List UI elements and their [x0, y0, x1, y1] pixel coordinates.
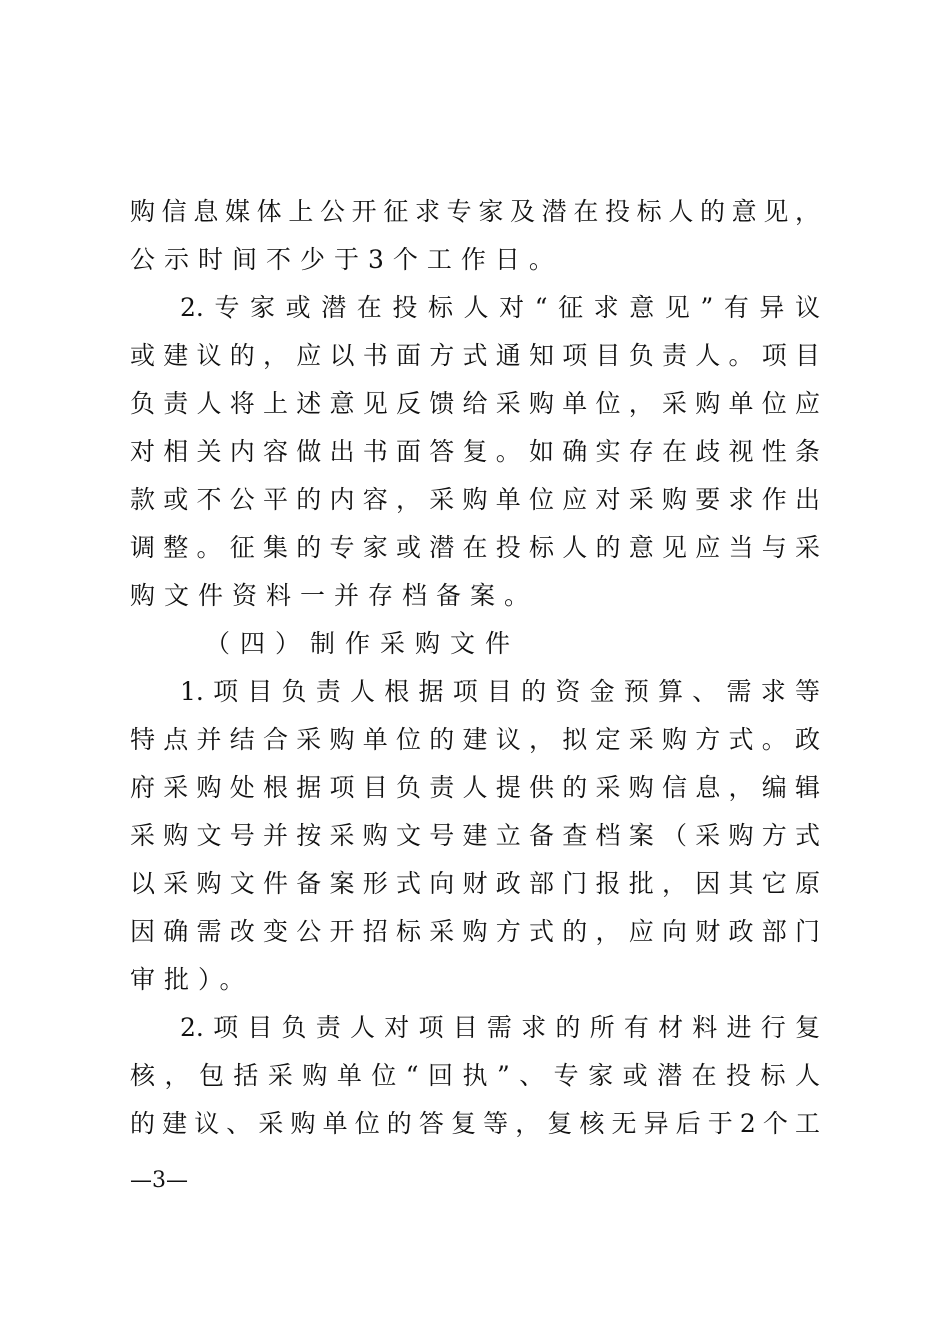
- text-line: 公示时间不少于3个工作日。: [130, 245, 563, 274]
- text-line: 2.专家或潜在投标人对“征求意见”有异议: [180, 293, 820, 322]
- text-line: 购信息媒体上公开征求专家及潜在投标人的意见，: [130, 197, 820, 226]
- body-text: [130, 188, 820, 1148]
- text-line: 特点并结合采购单位的建议，拟定采购方式。政: [130, 725, 820, 754]
- text-line: 负责人将上述意见反馈给采购单位，采购单位应: [130, 389, 820, 418]
- text-line: 核，包括采购单位“回执”、专家或潜在投标人: [130, 1061, 820, 1090]
- text-line: 对相关内容做出书面答复。如确实存在歧视性条: [130, 437, 820, 466]
- text-line: 购文件资料一并存档备案。: [130, 581, 539, 610]
- text-line: 审批）。: [130, 965, 254, 994]
- text-line: 1.项目负责人根据项目的资金预算、需求等: [180, 677, 820, 706]
- text-line: 采购文号并按采购文号建立备查档案（采购方式: [130, 821, 820, 850]
- text-line: 调整。征集的专家或潜在投标人的意见应当与采: [130, 533, 820, 562]
- text-line: 因确需改变公开招标采购方式的，应向财政部门: [130, 917, 820, 946]
- text-line: 款或不公平的内容，采购单位应对采购要求作出: [130, 485, 820, 514]
- text-line: 府采购处根据项目负责人提供的采购信息，编辑: [130, 773, 820, 802]
- page-number: —3—: [130, 1168, 188, 1193]
- section-heading: （四）制作采购文件: [205, 629, 521, 658]
- text-line: 以采购文件备案形式向财政部门报批，因其它原: [130, 869, 820, 898]
- text-line: 或建议的，应以书面方式通知项目负责人。项目: [130, 341, 820, 370]
- text-line: 2.项目负责人对项目需求的所有材料进行复: [180, 1013, 820, 1042]
- text-line: 的建议、采购单位的答复等，复核无异后于2个工: [130, 1109, 820, 1138]
